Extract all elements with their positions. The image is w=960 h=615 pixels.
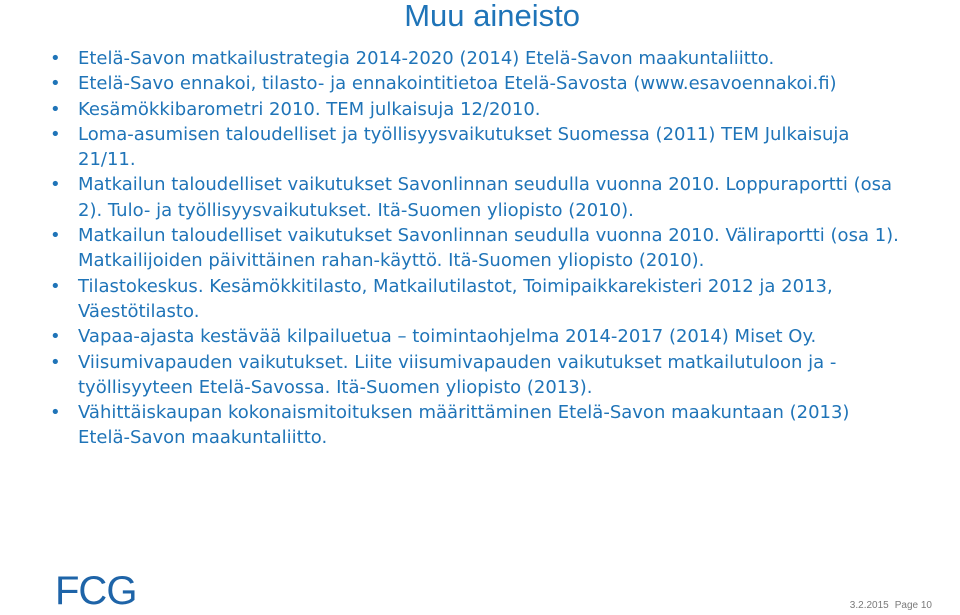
fcg-logo (55, 569, 137, 613)
bullet-icon: • (50, 351, 61, 373)
bullet-icon: • (50, 402, 61, 424)
reference-text: Vähittäiskaupan kokonaismitoituksen määrittäminen Etelä-Savon maakuntaan (2013) Etelä-Savon maakuntaliitto. (78, 402, 850, 449)
reference-text: Etelä-Savo ennakoi, tilasto- ja ennakointitietoa Etelä-Savosta (www.esavoennakoi.fi) (78, 73, 837, 95)
reference-text: Etelä-Savon matkailustrategia 2014-2020 (2014) Etelä-Savon maakuntaliitto. (78, 48, 775, 69)
reference-text: Viisumivapauden vaikutukset. Liite viisumivapauden vaikutukset matkailutuloon ja -työllisyyteen Etelä-Savossa. Itä-Suomen yliopisto (2013). (78, 351, 837, 398)
reference-text: Matkailun taloudelliset vaikutukset Savonlinnan seudulla vuonna 2010. Loppuraportti (osa 2). Tulo- ja työllisyysvaikutukset. Itä-Suomen yliopisto (2010). (78, 174, 893, 221)
logo-text: FCG (55, 569, 137, 613)
bullet-icon: • (50, 98, 61, 120)
reference-text: Matkailun taloudelliset vaikutukset Savonlinnan seudulla vuonna 2010. Väliraportti (osa 1). Matkailijoiden päivittäinen rahan-käyttö. Itä-Suomen yliopisto (2010). (78, 225, 899, 272)
reference-item (0, 223, 900, 274)
bullet-icon: • (50, 275, 61, 297)
reference-text: Vapaa-ajasta kestävää kilpailuetua – toimintaohjelma 2014-2017 (2014) Miset Oy. (78, 326, 817, 348)
reference-item (0, 350, 900, 401)
reference-text: Kesämökkibarometri 2010. TEM julkaisuja 12/2010. (78, 98, 541, 120)
bullet-icon: • (50, 73, 61, 95)
reference-item (0, 274, 900, 325)
slide-title: Muu aineisto (404, 0, 580, 33)
reference-text: Tilastokeskus. Kesämökkitilasto, Matkailutilastot, Toimipaikkarekisteri 2012 ja 2013, Väestötilasto. (78, 275, 833, 322)
bullet-icon: • (50, 123, 61, 145)
reference-item (0, 97, 900, 122)
footer-page-number: Page 10 (894, 600, 932, 611)
reference-item (0, 400, 900, 451)
bullet-icon: • (50, 174, 61, 196)
footer-date: 3.2.2015 (849, 600, 889, 611)
bullet-icon: • (50, 48, 61, 69)
reference-item (0, 46, 900, 71)
slide-footer (850, 600, 932, 611)
reference-item (0, 71, 900, 96)
reference-item (0, 122, 900, 173)
reference-text: Loma-asumisen taloudelliset ja työllisyysvaikutukset Suomessa (2011) TEM Julkaisuja 21/11. (78, 123, 850, 171)
reference-list (0, 46, 900, 451)
bullet-icon: • (50, 225, 61, 247)
reference-item (0, 324, 900, 349)
bullet-icon: • (50, 326, 61, 348)
reference-item (0, 172, 900, 223)
